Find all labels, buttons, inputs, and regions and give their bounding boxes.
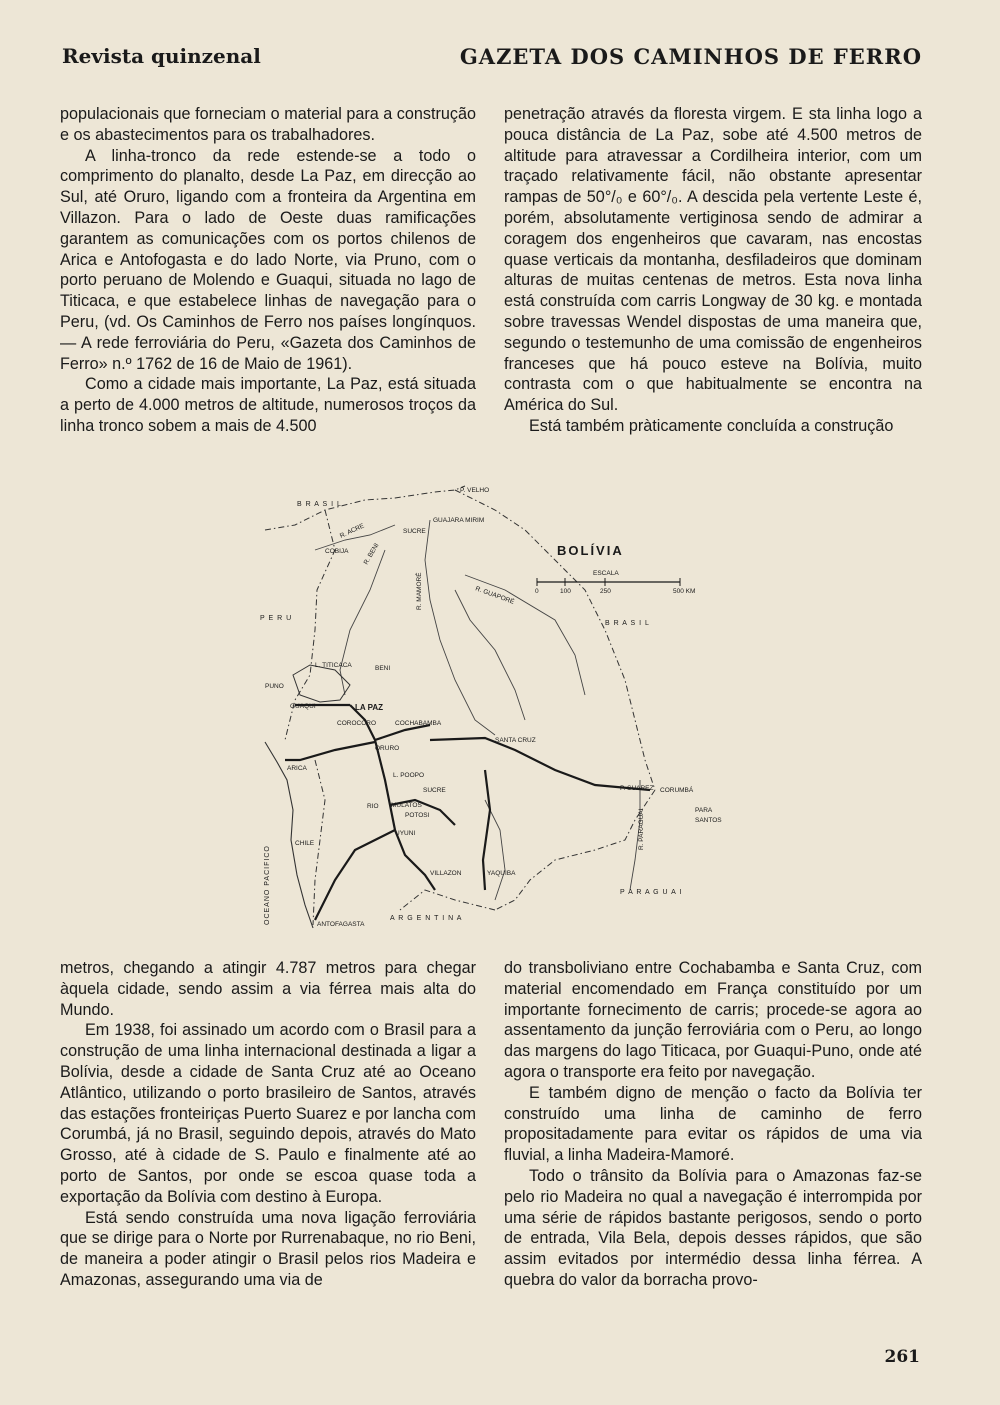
place-label: P. VELHO — [460, 487, 490, 494]
place-label: COBIJA — [325, 548, 349, 555]
place-label: BENI — [375, 665, 391, 672]
map-title: BOLÍVIA — [557, 543, 624, 558]
place-label: YAQUIBA — [487, 870, 516, 877]
page-number: 261 — [884, 1347, 920, 1367]
place-label: ARICA — [287, 765, 307, 772]
scale-tick: 0 — [535, 588, 539, 595]
place-label: SANTA CRUZ — [495, 737, 536, 744]
place-label: GUAJARA MIRIM — [433, 517, 485, 524]
country-label: P A R A G U A I — [620, 889, 683, 896]
place-label: MULATOS — [391, 802, 422, 809]
place-label: SANTOS — [695, 817, 722, 824]
river-beni — [340, 550, 385, 695]
river-label: R. BENI — [362, 542, 381, 566]
paragraph: E também digno de menção o facto da Bolívia ter construído uma linha de caminho de ferro propositadamente para evitar os rápidos de uma via fluvial, a linha Madeira-Mamoré. — [504, 1083, 922, 1165]
place-label: COCHABAMBA — [395, 720, 442, 727]
paragraph: do transboliviano entre Cochabamba e Santa Cruz, com material encomendado em França constituído por um importante fornecimento de carris; procede-se agora ao assentamento da junção ferroviária com o Peru, ao longo das margens do lago Titicaca, por Guaqui-Puno, onde até agora o transporte era feito por navegação. — [504, 959, 922, 1081]
column-right-bottom — [504, 958, 922, 1291]
river-label: R. ACRE — [338, 522, 366, 540]
country-label: B R A S I L — [297, 501, 342, 508]
place-label: COROCORO — [337, 720, 376, 727]
scale-tick: 250 — [600, 588, 611, 595]
river-pilcomayo — [485, 800, 505, 900]
scale-tick: 100 — [560, 588, 571, 595]
scale-label: ESCALA — [593, 570, 619, 577]
border-chile — [313, 760, 325, 925]
country-label: CHILE — [295, 840, 315, 847]
border-south — [400, 890, 495, 910]
place-label: UYUNI — [395, 830, 416, 837]
place-label: L. TITICACA — [315, 662, 352, 669]
place-label: ANTOFAGASTA — [317, 921, 365, 928]
river-label: R. GUAPORÉ — [474, 585, 516, 606]
place-label: P. SUAREZ — [620, 785, 654, 792]
river-label: R. PARAGUAI — [638, 808, 645, 850]
paragraph: Em 1938, foi assinado um acordo com o Brasil para a construção de uma linha internacional destinada a ligar a Bolívia, desde a cidade de Santa Cruz até ao Oceano Atlântico, utilizando o porto brasileiro de Santos, através das estações fronteiriças Puerto Suarez e por lancha com Corumbá, já no Brasil, seguindo depois, através do Mato Grosso, até à cidade de S. Paulo e finalmente até ao porto de Santos, por onde se escoa quase toda a exportação da Bolívia com destino à Europa. — [60, 1021, 476, 1206]
ocean-label: OCEANO PACIFICO — [264, 845, 271, 925]
place-label: L. POOPO — [393, 772, 425, 779]
paragraph: populacionais que forneciam o material para a construção e os abastecimentos para os trabalhadores. — [60, 105, 476, 144]
journal-subtitle: Revista quinzenal — [62, 44, 261, 68]
border-northeast — [455, 490, 655, 790]
paragraph: Como a cidade mais importante, La Paz, está situada a perto de 4.000 metros de altitude, numerosos troços da linha tronco sobem a mais de 4.500 — [60, 375, 476, 435]
column-left-top — [60, 104, 476, 437]
country-label: A R G E N T I N A — [390, 915, 463, 922]
place-label: POTOSI — [405, 812, 430, 819]
place-label: SUCRE — [423, 787, 446, 794]
country-label: B R A S I L — [605, 620, 650, 627]
paragraph: metros, chegando a atingir 4.787 metros para chegar àquela cidade, sendo assim a via férrea mais alta do Mundo. — [60, 959, 476, 1019]
railway-arica — [285, 742, 375, 760]
paragraph: A linha-tronco da rede estende-se a todo o comprimento do planalto, desde La Paz, em direcção ao Sul, até Oruro, ligando com a fronteira da Argentina em Villazon. Para o lado de Oeste duas ramificações garantem as comunicações com os portos chilenos de Arica e Antofogasta e do lado Norte, via Pruno, com o porto peruano de Molendo e Guaqui, situada no lago de Titicaca, e que estabelece linhas de navegação para o Peru, (vd. Os Caminhos de Ferro nos países longínquos. — A rede ferroviária do Peru, «Gazeta dos Caminhos de Ferro» n.º 1762 de 16 de Maio de 1961). — [60, 146, 476, 373]
place-label: PARA — [695, 807, 713, 814]
paragraph: Está também pràticamente concluída a construção — [529, 416, 894, 435]
paragraph: Todo o trânsito da Bolívia para o Amazonas faz-se pelo rio Madeira no qual a navegação é interrompida por uma série de rápidos bastante perigosos, sendo o porto de entrada, Vila Bela, depois desses rápidos, que são assim evitados por intermédio dessa linha férrea. A quebra do valor da borracha provo- — [504, 1166, 922, 1289]
place-label: PUNO — [265, 683, 284, 690]
place-label: GUAQUI — [290, 703, 316, 710]
paragraph: penetração através da floresta virgem. E sta linha logo a pouca distância de La Paz, sobe até 4.500 metros de altitude para atravessar a Cordilheira interior, com um traçado relativamente fácil, não obstante apresentar rampas de 50°/₀ e 60°/₀. A descida pela vertente Leste é, porém, absolutamente vertiginosa sendo de admirar a coragem dos engenheiros que cavaram, nas encostas quase verticais da montanha, desfiladeiros que dominam alturas de muitas centenas de metros. Esta nova linha está construída com carris Longway de 30 kg. e montada sobre travessas Wendel dispostas de uma maneira que, segundo o testemunho de uma comissão de engenheiros franceses que há pouco esteve na Bolívia, muito contrasta com o que habitualmente se encontra na América do Sul. — [504, 105, 922, 415]
place-label: SUCRE — [403, 528, 426, 535]
river-label: R. MAMORÉ — [416, 572, 423, 610]
place-label: RIO — [367, 803, 379, 810]
place-label: VILLAZON — [430, 870, 462, 877]
place-label: LA PAZ — [355, 703, 383, 712]
railway-oruro-cochabamba — [375, 725, 430, 740]
country-label: P E R U — [260, 615, 293, 622]
column-left-bottom — [60, 958, 476, 1291]
river-mamore — [425, 520, 495, 735]
lake-titicaca — [293, 665, 350, 702]
scale-tick: 500 KM — [673, 588, 696, 595]
place-label: ORURO — [375, 745, 400, 752]
railway-trunk-line — [350, 705, 435, 890]
railway-antofagasta — [315, 830, 395, 920]
bolivia-railway-map — [255, 480, 735, 940]
paragraph: Está sendo construída uma nova ligação ferroviária que se dirige para o Norte por Rurrenabaque, no rio Beni, de maneira a poder atingir o Brasil pelos rios Madeira e Amazonas, assegurando uma via de — [60, 1208, 476, 1289]
column-right-top — [504, 104, 922, 437]
railway-santa-cruz-corumba — [430, 738, 650, 790]
place-label: CORUMBÁ — [660, 787, 694, 794]
journal-title: GAZETA DOS CAMINHOS DE FERRO — [459, 44, 922, 69]
